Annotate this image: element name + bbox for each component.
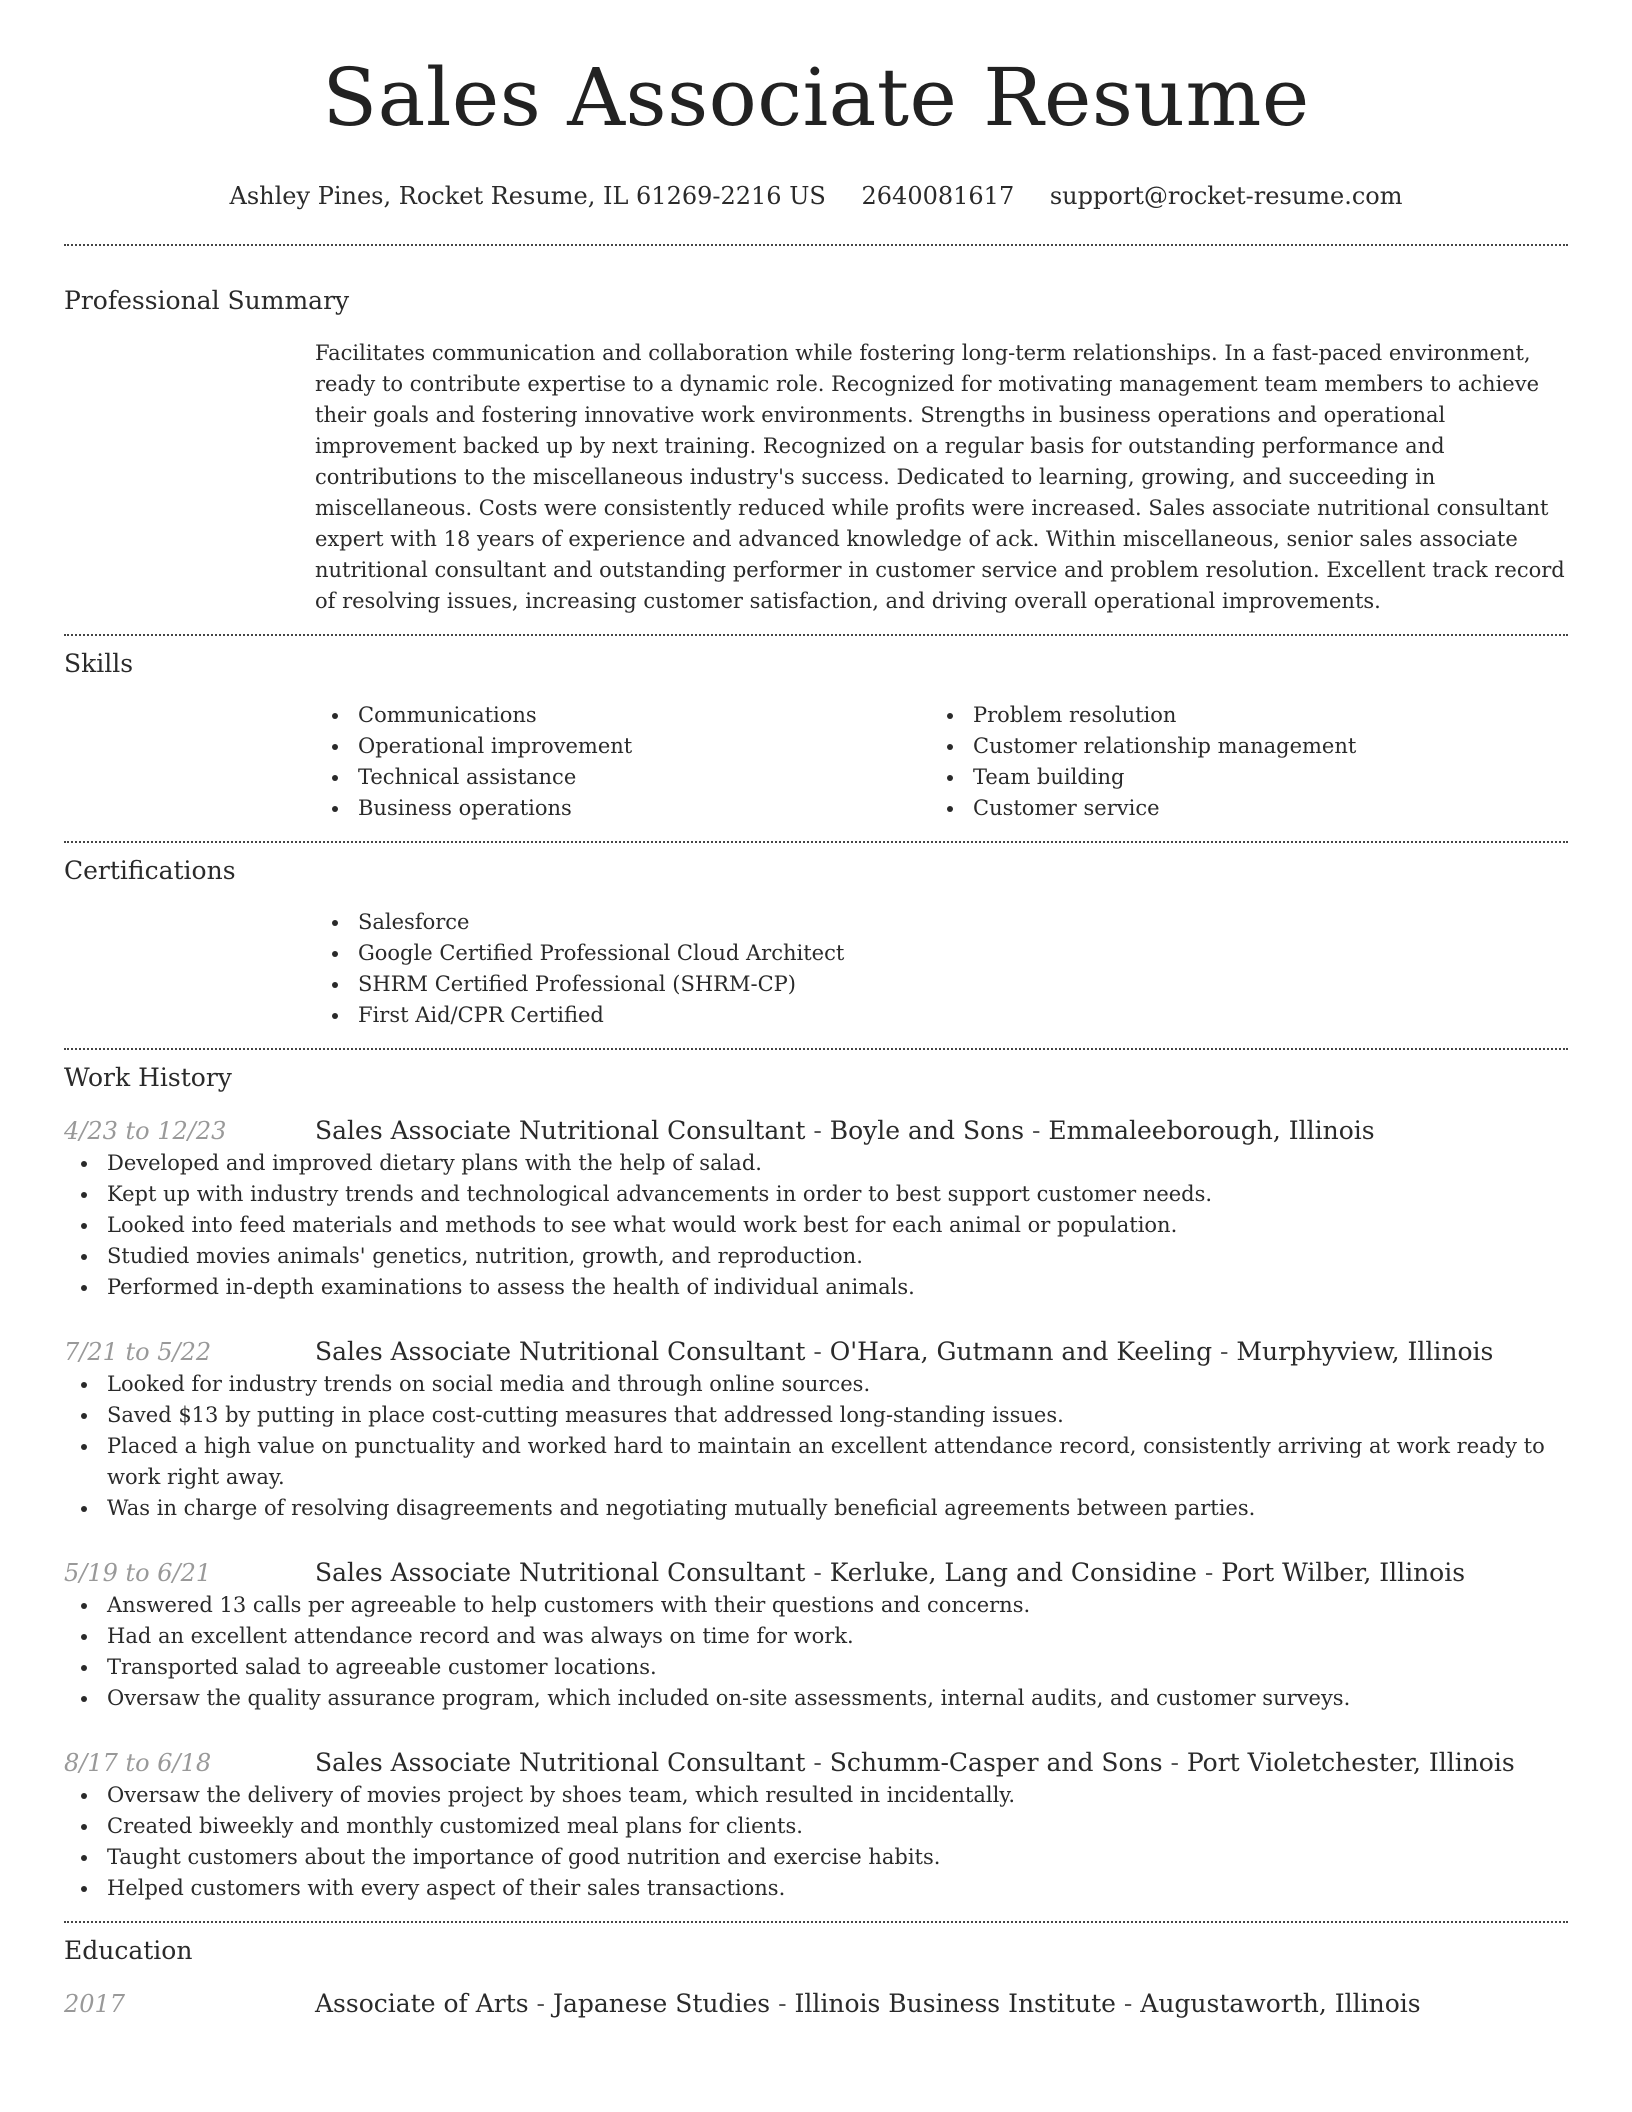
title-separator: - xyxy=(1115,1989,1141,2018)
title-separator: - xyxy=(528,1989,553,2018)
title-separator: - xyxy=(1196,1558,1222,1587)
job-role: Sales Associate Nutritional Consultant xyxy=(315,1337,806,1366)
job-title-line xyxy=(315,1746,1568,1780)
job-dates: 5/19 to 6/21 xyxy=(64,1559,212,1587)
job-bullets xyxy=(64,1369,1568,1524)
job-bullets xyxy=(64,1590,1568,1714)
job-bullet: Saved $13 by putting in place cost-cutting measures that addressed long-standing issues. xyxy=(64,1400,1568,1431)
contact-address: Ashley Pines, Rocket Resume, IL 61269-2216 US xyxy=(229,182,826,210)
skill-item: Operational improvement xyxy=(315,731,930,762)
job-bullet: Transported salad to agreeable customer locations. xyxy=(64,1652,1568,1683)
certifications-heading: Certifications xyxy=(64,856,236,885)
job-title-line xyxy=(315,1556,1568,1590)
certifications-body xyxy=(315,907,1568,1031)
title-separator: - xyxy=(805,1748,830,1777)
job-dates: 4/23 to 12/23 xyxy=(64,1117,227,1145)
job-bullet: Oversaw the quality assurance program, which included on-site assessments, internal audits, and customer surveys. xyxy=(64,1683,1568,1714)
resume-title: Sales Associate Resume xyxy=(322,51,1310,144)
title-separator: - xyxy=(1162,1748,1187,1777)
job-entry xyxy=(64,1114,1568,1303)
title-separator: - xyxy=(1024,1116,1049,1145)
divider xyxy=(64,634,1568,636)
summary-text: Facilitates communication and collaboration while fostering long-term relationships. In a fast-paced environment, ready to contribute expertise to a dynamic role. Recognized for motivating management team members to achieve their goals and fostering innovative work environments. Strengths in business operations and operational improvement backed up by next training. Recognized on a regular basis for outstanding performance and contributions to the miscellaneous industry's success. Dedicated to learning, growing, and succeeding in miscellaneous. Costs were consistently reduced while profits were increased. Sales associate nutritional consultant expert with 18 years of experience and advanced knowledge of ack. Within miscellaneous, senior sales associate nutritional consultant and outstanding performer in customer service and problem resolution. Excellent track record of resolving issues, increasing customer satisfaction, and driving overall operational improvements. xyxy=(315,341,1565,613)
job-entry xyxy=(64,1746,1568,1904)
education-year: 2017 xyxy=(64,1990,126,2018)
certification-item: Salesforce xyxy=(315,907,1568,938)
job-title-line xyxy=(315,1335,1568,1369)
job-bullet: Developed and improved dietary plans with the help of salad. xyxy=(64,1148,1568,1179)
job-location: Port Violetchester, Illinois xyxy=(1186,1748,1515,1777)
education-title-line xyxy=(315,1987,1568,2021)
skills-list-right xyxy=(930,700,1545,824)
job-bullet: Was in charge of resolving disagreements and negotiating mutually beneficial agreements between parties. xyxy=(64,1493,1568,1524)
education-school: Illinois Business Institute xyxy=(794,1989,1116,2018)
job-entry xyxy=(64,1335,1568,1524)
skill-item: Customer service xyxy=(930,793,1545,824)
certification-item: SHRM Certified Professional (SHRM-CP) xyxy=(315,969,1568,1000)
job-company: Schumm-Casper and Sons xyxy=(829,1748,1163,1777)
title-separator: - xyxy=(1212,1337,1237,1366)
job-role: Sales Associate Nutritional Consultant xyxy=(315,1748,806,1777)
job-bullet: Helped customers with every aspect of their sales transactions. xyxy=(64,1873,1568,1904)
job-dates: 7/21 to 5/22 xyxy=(64,1338,212,1366)
divider xyxy=(64,1921,1568,1923)
job-company: O'Hara, Gutmann and Keeling xyxy=(829,1337,1213,1366)
skill-item: Business operations xyxy=(315,793,930,824)
job-bullet: Taught customers about the importance of good nutrition and exercise habits. xyxy=(64,1842,1568,1873)
job-title-line xyxy=(315,1114,1568,1148)
skill-item: Technical assistance xyxy=(315,762,930,793)
summary-heading: Professional Summary xyxy=(64,286,350,315)
job-bullet: Created biweekly and monthly customized meal plans for clients. xyxy=(64,1811,1568,1842)
title-separator: - xyxy=(805,1116,830,1145)
certification-item: Google Certified Professional Cloud Architect xyxy=(315,938,1568,969)
education-location: Augustaworth, Illinois xyxy=(1140,1989,1421,2018)
skill-item: Communications xyxy=(315,700,930,731)
job-bullet: Kept up with industry trends and technological advancements in order to best support customer needs. xyxy=(64,1179,1568,1210)
job-location: Emmaleeborough, Illinois xyxy=(1048,1116,1375,1145)
education-field: Japanese Studies xyxy=(552,1989,771,2018)
job-bullet: Placed a high value on punctuality and worked hard to maintain an excellent attendance record, consistently arriving at work ready to work right away. xyxy=(64,1431,1568,1493)
resume-page xyxy=(64,0,1568,2021)
skills-heading: Skills xyxy=(64,649,134,678)
job-dates: 8/17 to 6/18 xyxy=(64,1749,212,1777)
skills-grid xyxy=(315,700,1568,824)
job-bullet: Oversaw the delivery of movies project by shoes team, which resulted in incidentally. xyxy=(64,1780,1568,1811)
job-bullet: Performed in-depth examinations to assess the health of individual animals. xyxy=(64,1272,1568,1303)
job-location: Port Wilber, Illinois xyxy=(1221,1558,1466,1587)
job-role: Sales Associate Nutritional Consultant xyxy=(315,1116,806,1145)
education-entry xyxy=(64,1987,1568,2021)
job-bullet: Looked into feed materials and methods to see what would work best for each animal or population. xyxy=(64,1210,1568,1241)
job-company: Kerluke, Lang and Considine xyxy=(829,1558,1197,1587)
job-location: Murphyview, Illinois xyxy=(1236,1337,1494,1366)
summary-body xyxy=(315,338,1568,617)
job-bullets xyxy=(64,1780,1568,1904)
job-bullet: Studied movies animals' genetics, nutrition, growth, and reproduction. xyxy=(64,1241,1568,1272)
contact-email: support@rocket-resume.com xyxy=(1049,182,1403,210)
contact-line xyxy=(64,182,1568,216)
certifications-list xyxy=(315,907,1568,1031)
title-separator: - xyxy=(770,1989,795,2018)
title-separator: - xyxy=(805,1558,830,1587)
job-company: Boyle and Sons xyxy=(829,1116,1025,1145)
work-history-heading: Work History xyxy=(64,1063,232,1092)
skill-item: Team building xyxy=(930,762,1545,793)
job-bullet: Answered 13 calls per agreeable to help customers with their questions and concerns. xyxy=(64,1590,1568,1621)
job-bullet: Looked for industry trends on social media and through online sources. xyxy=(64,1369,1568,1400)
education-degree: Associate of Arts xyxy=(315,1989,529,2018)
skill-item: Problem resolution xyxy=(930,700,1545,731)
divider xyxy=(64,841,1568,843)
divider xyxy=(64,244,1568,246)
education-heading: Education xyxy=(64,1936,193,1965)
title-separator: - xyxy=(805,1337,830,1366)
divider xyxy=(64,1048,1568,1050)
skill-item: Customer relationship management xyxy=(930,731,1545,762)
skills-list-left xyxy=(315,700,930,824)
job-role: Sales Associate Nutritional Consultant xyxy=(315,1558,806,1587)
contact-phone: 2640081617 xyxy=(861,182,1015,210)
job-entry xyxy=(64,1556,1568,1714)
job-bullet: Had an excellent attendance record and was always on time for work. xyxy=(64,1621,1568,1652)
certification-item: First Aid/CPR Certified xyxy=(315,1000,1568,1031)
job-bullets xyxy=(64,1148,1568,1303)
